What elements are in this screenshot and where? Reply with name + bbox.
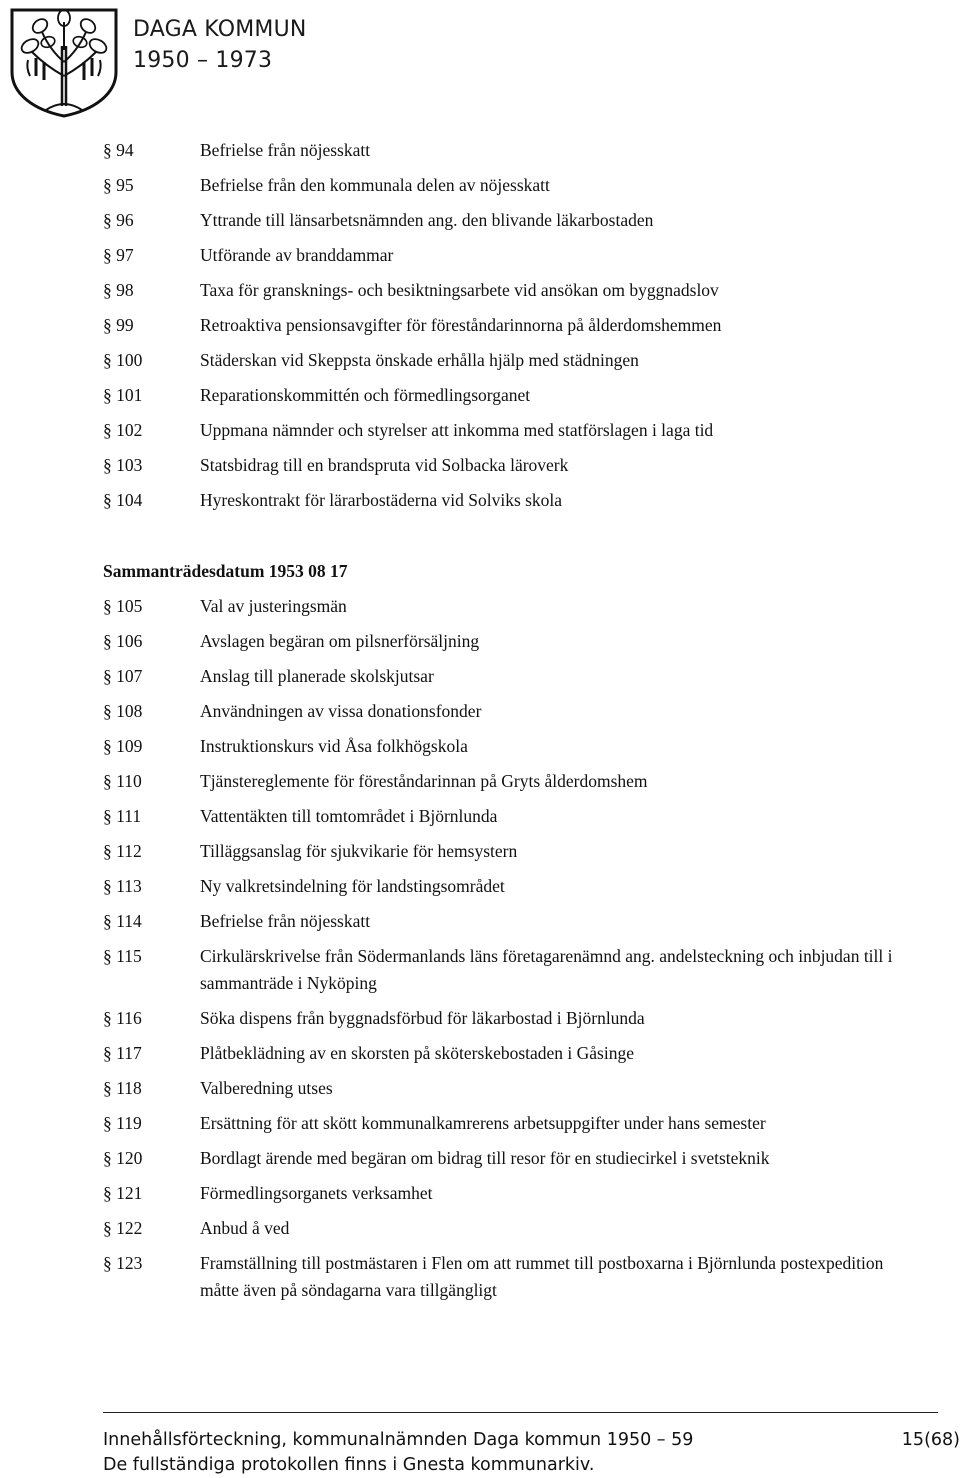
paragraph-text: Befrielse från den kommunala delen av nöjesskatt [200, 175, 550, 195]
paragraph-number: § 120 [103, 1148, 143, 1168]
paragraph-text: Befrielse från nöjesskatt [200, 911, 371, 931]
paragraph-text: Städerskan vid Skeppsta önskade erhålla hjälp med städningen [200, 350, 639, 370]
header-title [133, 14, 307, 76]
paragraph-number: § 104 [103, 490, 143, 510]
list-item [103, 487, 903, 514]
list-item [103, 382, 903, 409]
list-item [103, 1075, 903, 1102]
list-item [103, 838, 903, 865]
footer-archive-note: De fullständiga protokollen finns i Gnesta kommunarkiv. [103, 1455, 595, 1475]
paragraph-text: Cirkulärskrivelse från Södermanlands läns företagarenämnd ang. andelsteckning och inbjudan till i sammanträde i Nyköping [200, 946, 893, 993]
paragraph-number: § 119 [103, 1113, 142, 1133]
list-item [103, 1145, 903, 1172]
paragraph-text: Plåtbeklädning av en skorsten på sköterskebostaden i Gåsinge [200, 1043, 634, 1063]
paragraph-number: § 101 [103, 385, 143, 405]
paragraph-text: Befrielse från nöjesskatt [200, 140, 371, 160]
header-title-line2: 1950 – 1973 [133, 48, 273, 73]
paragraph-text: Tjänstereglemente för föreståndarinnan på Gryts ålderdomshem [200, 771, 648, 791]
paragraph-number: § 95 [103, 175, 134, 195]
paragraph-number: § 99 [103, 315, 134, 335]
paragraph-number: § 96 [103, 210, 134, 230]
paragraph-text: Bordlagt ärende med begäran om bidrag till resor för en studiecirkel i svetsteknik [200, 1148, 770, 1168]
list-item [103, 768, 903, 795]
paragraph-number: § 107 [103, 666, 143, 686]
paragraph-text: Taxa för gransknings- och besiktningsarbete vid ansökan om byggnadslov [200, 280, 719, 300]
footer-divider [103, 1412, 938, 1413]
list-item [103, 698, 903, 725]
list-item [103, 803, 903, 830]
list-item [103, 943, 903, 997]
meeting-date-heading: Sammanträdesdatum 1953 08 17 [103, 561, 348, 581]
paragraph-text: Användningen av vissa donationsfonder [200, 701, 482, 721]
paragraph-text: Valberedning utses [200, 1078, 333, 1098]
paragraph-number: § 115 [103, 946, 142, 966]
paragraph-text: Ersättning för att skött kommunalkamrerens arbetsuppgifter under hans semester [200, 1113, 766, 1133]
footer-line1 [103, 1428, 960, 1453]
paragraph-number: § 123 [103, 1253, 143, 1273]
paragraph-text: Statsbidrag till en brandspruta vid Solbacka läroverk [200, 455, 569, 475]
list-item [103, 663, 903, 690]
list-item [103, 733, 903, 760]
paragraph-text: Reparationskommittén och förmedlingsorganet [200, 385, 531, 405]
paragraph-list-2 [103, 593, 903, 1312]
list-item [103, 1040, 903, 1067]
paragraph-text: Yttrande till länsarbetsnämnden ang. den blivande läkarbostaden [200, 210, 654, 230]
paragraph-text: Utförande av branddammar [200, 245, 394, 265]
paragraph-number: § 109 [103, 736, 143, 756]
list-item [103, 207, 903, 234]
paragraph-number: § 122 [103, 1218, 143, 1238]
paragraph-number: § 118 [103, 1078, 142, 1098]
paragraph-number: § 117 [103, 1043, 142, 1063]
paragraph-number: § 121 [103, 1183, 143, 1203]
paragraph-text: Val av justeringsmän [200, 596, 347, 616]
paragraph-number: § 111 [103, 806, 142, 826]
paragraph-number: § 112 [103, 841, 142, 861]
list-item [103, 1250, 903, 1304]
paragraph-text: Hyreskontrakt för lärarbostäderna vid Solviks skola [200, 490, 563, 510]
coat-of-arms-logo [6, 6, 122, 118]
paragraph-list-1 [103, 137, 903, 522]
paragraph-number: § 97 [103, 245, 134, 265]
paragraph-number: § 110 [103, 771, 142, 791]
list-item [103, 417, 903, 444]
list-item [103, 277, 903, 304]
list-item [103, 908, 903, 935]
paragraph-text: Tilläggsanslag för sjukvikarie för hemsystern [200, 841, 518, 861]
paragraph-number: § 108 [103, 701, 143, 721]
paragraph-number: § 98 [103, 280, 134, 300]
paragraph-text: Anbud å ved [200, 1218, 290, 1238]
list-item [103, 137, 903, 164]
header-title-line1: DAGA KOMMUN [133, 17, 307, 42]
list-item [103, 172, 903, 199]
list-item [103, 242, 903, 269]
paragraph-number: § 103 [103, 455, 143, 475]
list-item [103, 628, 903, 655]
paragraph-number: § 94 [103, 140, 134, 160]
paragraph-text: Anslag till planerade skolskjutsar [200, 666, 434, 686]
paragraph-text: Vattentäkten till tomtområdet i Björnlunda [200, 806, 498, 826]
paragraph-text: Instruktionskurs vid Åsa folkhögskola [200, 736, 468, 756]
paragraph-number: § 105 [103, 596, 143, 616]
list-item [103, 1180, 903, 1207]
paragraph-number: § 102 [103, 420, 143, 440]
list-item [103, 1215, 903, 1242]
paragraph-text: Ny valkretsindelning för landstingsområdet [200, 876, 505, 896]
paragraph-text: Framställning till postmästaren i Flen om att rummet till postboxarna i Björnlunda postexpedition måtte även på söndagarna vara tillgängligt [200, 1253, 884, 1300]
list-item [103, 312, 903, 339]
paragraph-text: Retroaktiva pensionsavgifter för föreståndarinnorna på ålderdomshemmen [200, 315, 722, 335]
paragraph-text: Förmedlingsorganets verksamhet [200, 1183, 433, 1203]
list-item [103, 593, 903, 620]
paragraph-text: Uppmana nämnder och styrelser att inkomma med statförslagen i laga tid [200, 420, 714, 440]
footer-document-title: Innehållsförteckning, kommunalnämnden Daga kommun 1950 – 59 [103, 1430, 694, 1450]
paragraph-number: § 100 [103, 350, 143, 370]
paragraph-number: § 113 [103, 876, 142, 896]
paragraph-number: § 114 [103, 911, 142, 931]
list-item [103, 347, 903, 374]
page-number: 15(68) [901, 1430, 960, 1450]
paragraph-number: § 106 [103, 631, 143, 651]
list-item [103, 1110, 903, 1137]
list-item [103, 873, 903, 900]
paragraph-text: Avslagen begäran om pilsnerförsäljning [200, 631, 480, 651]
paragraph-number: § 116 [103, 1008, 142, 1028]
list-item [103, 452, 903, 479]
list-item [103, 1005, 903, 1032]
paragraph-text: Söka dispens från byggnadsförbud för läkarbostad i Björnlunda [200, 1008, 645, 1028]
